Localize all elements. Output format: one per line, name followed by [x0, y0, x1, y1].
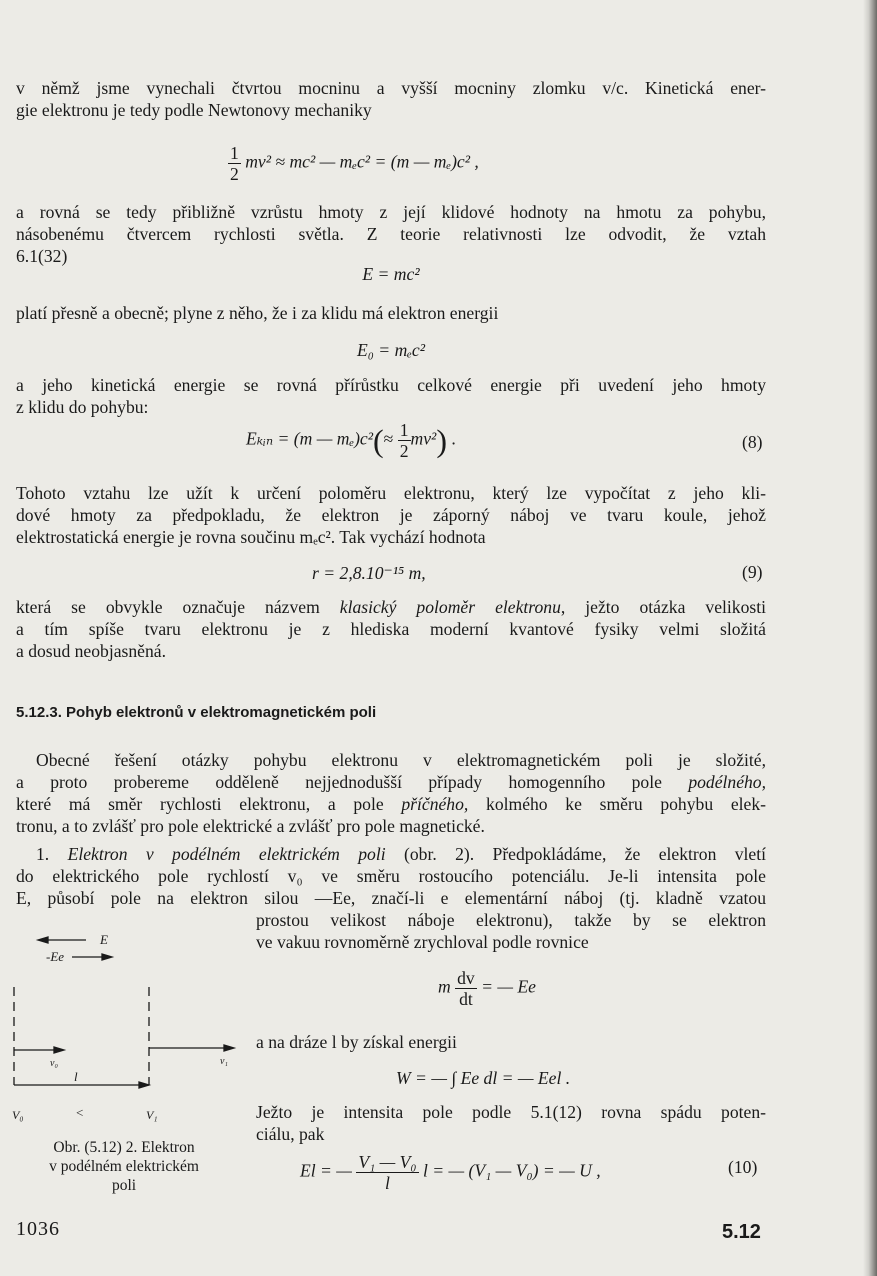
- text-line: a rovná se tedy přibližně vzrůstu hmoty z její klidové hodnoty na hmotu za pohybu,: [16, 202, 766, 222]
- text-line: do elektrického pole rychlostí v₀ ve směru rostoucího potenciálu. Je-li intensita pole: [16, 866, 766, 886]
- equation-number: (10): [728, 1157, 758, 1177]
- equation-text: r = 2,8.10⁻¹⁵ m,: [312, 563, 426, 583]
- v1-arrowhead: [224, 1045, 234, 1051]
- equation-text: El = —: [300, 1160, 352, 1181]
- approx-sign: ≈: [383, 428, 394, 449]
- figure-label-less-than: <: [76, 1105, 84, 1120]
- figure-label-v1: v₁: [220, 1056, 228, 1067]
- frac-numerator: dv: [457, 968, 475, 988]
- equation-10: [300, 1152, 720, 1193]
- figure-label-V0: V₀: [12, 1108, 24, 1122]
- text-line: a dosud neobjasněná.: [16, 641, 166, 661]
- equation-text: mv²: [410, 428, 437, 449]
- emphasis-text: podélného,: [688, 772, 766, 792]
- emphasis-text: příčného,: [401, 794, 469, 814]
- equation-motion: [438, 968, 638, 1009]
- text-line: násobenému čtvercem rychlosti světla. Z teorie relativnosti lze odvodit, že vztah: [16, 224, 766, 244]
- text-line: prostou velikost náboje elektronu), takže by se elektron: [256, 910, 766, 930]
- figure-label-l: l: [74, 1069, 78, 1084]
- text-span: které má směr rychlosti elektronu, a pole: [16, 794, 402, 814]
- force-arrowhead: [102, 954, 112, 960]
- equation-kinetic-energy: [228, 143, 648, 184]
- text-line: Ježto je intensita pole podle 5.1(12) rovna spádu poten-: [256, 1102, 766, 1122]
- equation-rest-energy: [16, 339, 766, 362]
- figure-electron-field: [4, 925, 244, 1125]
- equation-text: = — Ee: [481, 976, 536, 997]
- text-line: gie elektronu je tedy podle Newtonovy mechaniky: [16, 100, 372, 120]
- equation-text: E = mc²: [362, 264, 420, 284]
- text-span: kolmého ke směru pohybu elek-: [468, 794, 766, 814]
- section-number: 5.12: [722, 1221, 761, 1243]
- figure-label-minus-Ee: -Ee: [46, 949, 65, 964]
- equation-text: mv² ≈ mc² — mₑc² = (m — mₑ)c² ,: [245, 151, 479, 172]
- figure-caption: [16, 1138, 232, 1195]
- paren-open: (: [373, 422, 384, 459]
- length-arrowhead: [139, 1082, 149, 1088]
- caption-line: poli: [111, 1177, 137, 1194]
- frac-denominator: 2: [230, 164, 239, 184]
- text-span: (obr. 2). Předpokládáme, že elektron vletí: [385, 844, 767, 864]
- equation-8: Eₖᵢₙ = (m — mₑ)c²(≈ $\frac{1}{2}$ mv²) .: [246, 420, 456, 461]
- frac-denominator: 2: [399, 441, 409, 461]
- text-line: tronu, a to zvlášť pro pole elektrické a zvlášť pro pole magnetické.: [16, 816, 485, 836]
- field-arrowhead: [38, 937, 48, 943]
- text-line: elektrostatická energie je rovna součinu mₑc². Tak vychází hodnota: [16, 527, 486, 547]
- equation-energy: [396, 1067, 696, 1090]
- text-line: ve vakuu rovnoměrně zrychloval podle rovnice: [256, 932, 589, 952]
- equation-text: W = — ∫ Ee dl = — Eel .: [396, 1068, 571, 1088]
- figure-label-v0: v₀: [50, 1058, 58, 1069]
- equation-9: [312, 562, 612, 585]
- text-span: a proto probereme odděleně nejjednodušší případy homogenního pole: [16, 772, 689, 792]
- equation-text: m: [438, 976, 451, 997]
- equation-text: E₀ = mₑc²: [357, 340, 425, 360]
- text-line: a tím spíše tvaru elektronu je z hlediska moderní kvantové fysiky velmi složitá: [16, 619, 766, 639]
- frac-numerator: V₁ — V₀: [358, 1152, 417, 1172]
- section-heading: 5.12.3. Pohyb elektronů v elektromagnetickém poli: [16, 704, 377, 721]
- caption-line: v podélném elektrickém: [49, 1158, 199, 1175]
- equation-emc2: [16, 263, 766, 286]
- caption-line: Obr. (5.12) 2. Elektron: [53, 1139, 195, 1156]
- text-line: dové hmoty za předpokladu, že elektron je záporný náboj ve tvaru koule, jehož: [16, 505, 766, 525]
- text-span: která se obvykle označuje názvem: [16, 597, 340, 617]
- text-line: 6.1(32): [16, 246, 68, 266]
- text-line: Tohoto vztahu lze užít k určení poloměru elektronu, který lze vypočítat z jeho kli-: [16, 483, 766, 503]
- emphasis-text: klasický poloměr elektronu: [339, 597, 561, 617]
- text-span: , ježto otázka velikosti: [560, 597, 766, 617]
- figure-label-V1: V₁: [146, 1108, 158, 1122]
- text-line: a na dráze l by získal energii: [256, 1032, 457, 1052]
- text-line: [36, 843, 766, 866]
- figure-diagram: [4, 925, 244, 1125]
- equation-text: Eₖᵢₙ = (m — mₑ)c²: [246, 428, 374, 449]
- equation-text: l = — (V₁ — V₀) = — U ,: [422, 1160, 601, 1181]
- frac-numerator: 1: [399, 420, 409, 440]
- v0-arrowhead: [54, 1047, 64, 1053]
- text-line: platí přesně a obecně; plyne z něho, že i za klidu má elektron energii: [16, 303, 499, 323]
- page-number: 1036: [16, 1218, 60, 1240]
- equation-number: (8): [742, 432, 763, 452]
- figure-label-E: E: [100, 932, 108, 947]
- frac-numerator: 1: [230, 143, 239, 163]
- text-line: ciálu, pak: [256, 1124, 325, 1144]
- text-line: E, působí pole na elektron silou —Ee, značí-li e elementární náboj (tj. kladně vzatou: [16, 888, 766, 908]
- frac-denominator: l: [385, 1173, 390, 1193]
- text-line: Obecné řešení otázky pohybu elektronu v elektromagnetickém poli je složité,: [36, 750, 766, 770]
- text-line: z klidu do pohybu:: [16, 397, 149, 417]
- text-line: a jeho kinetická energie se rovná přírůstku celkové energie při uvedení jeho hmoty: [16, 375, 766, 395]
- text-line: [16, 771, 766, 794]
- paren-close: ): [436, 422, 447, 459]
- emphasis-text: Elektron v podélném elektrickém poli: [67, 844, 386, 864]
- text-span: 1.: [36, 844, 68, 864]
- text-line: [16, 596, 766, 619]
- text-line: v němž jsme vynechali čtvrtou mocninu a vyšší mocniny zlomku v/c. Kinetická ener-: [16, 78, 766, 98]
- page-edge-shadow: [863, 0, 877, 1276]
- frac-denominator: dt: [459, 989, 473, 1009]
- equation-number: (9): [742, 562, 763, 582]
- text-line: [16, 793, 766, 816]
